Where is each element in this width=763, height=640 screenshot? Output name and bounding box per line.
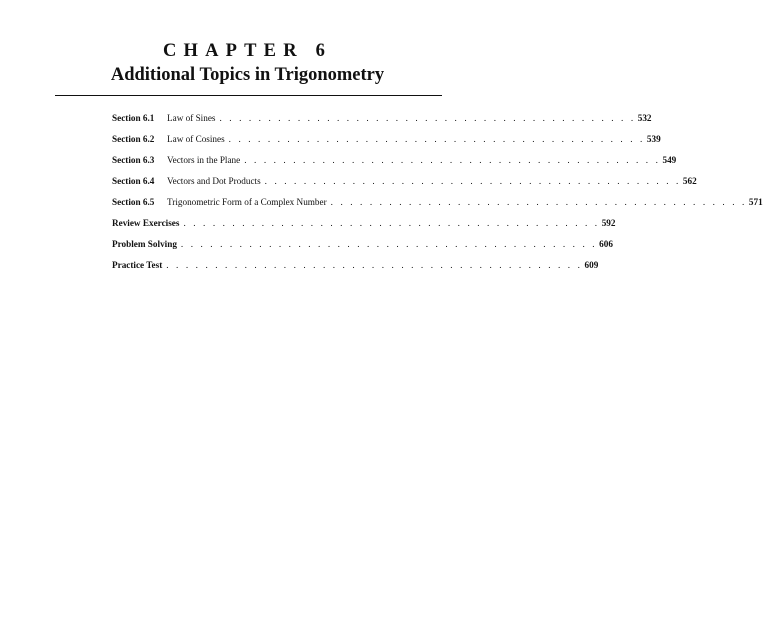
toc-entry-practice-test[interactable] [112,259,599,280]
divider [55,95,442,96]
toc-entry-label: Section 6.5 [112,197,155,207]
toc-entry-label: Review Exercises [112,218,180,228]
toc-entry-label: Section 6.3 [112,155,155,165]
table-of-contents [112,112,763,280]
toc-entry-section-6-2[interactable] [112,133,661,154]
toc-entry-problem-solving[interactable] [112,238,613,259]
dot-leader: . . . . . . . . . . . . . . . . . . . . . . . . . . . . . . . . . . . . . . . . . . . [228,134,645,144]
toc-entry-title: Law of Cosines [167,134,225,144]
toc-entry-page: 571 [748,197,763,207]
toc-entry-page: 606 [599,239,613,249]
dot-leader: . . . . . . . . . . . . . . . . . . . . . . . . . . . . . . . . . . . . . . . . . . . [183,218,600,228]
toc-entry-label: Section 6.2 [112,134,155,144]
toc-entry-title: Vectors and Dot Products [167,176,261,186]
toc-entry-section-6-1[interactable] [112,112,652,133]
toc-entry-page: 592 [601,218,616,228]
toc-entry-label: Problem Solving [112,239,177,249]
toc-entry-title: Vectors in the Plane [167,155,241,165]
dot-leader: . . . . . . . . . . . . . . . . . . . . . . . . . . . . . . . . . . . . . . . . . . . [264,176,681,186]
toc-entry-label: Section 6.4 [112,176,155,186]
toc-entry-label: Section 6.1 [112,113,155,123]
toc-entry-section-6-5[interactable] [112,196,763,217]
toc-entry-review-exercises[interactable] [112,217,616,238]
toc-entry-label: Practice Test [112,260,163,270]
dot-leader: . . . . . . . . . . . . . . . . . . . . . . . . . . . . . . . . . . . . . . . . . . . [244,155,661,165]
toc-entry-section-6-4[interactable] [112,175,697,196]
toc-entry-page: 549 [662,155,677,165]
toc-entry-page: 539 [646,134,661,144]
toc-entry-page: 562 [682,176,697,186]
dot-leader: . . . . . . . . . . . . . . . . . . . . . . . . . . . . . . . . . . . . . . . . . . . [180,239,598,249]
toc-entry-title: Law of Sines [167,113,216,123]
dot-leader: . . . . . . . . . . . . . . . . . . . . . . . . . . . . . . . . . . . . . . . . . . . [166,260,583,270]
toc-entry-page: 609 [584,260,599,270]
toc-entry-page: 532 [637,113,652,123]
toc-entry-title: Trigonometric Form of a Complex Number [167,197,327,207]
dot-leader: . . . . . . . . . . . . . . . . . . . . . . . . . . . . . . . . . . . . . . . . . . . [330,197,747,207]
chapter-heading: CHAPTER 6 [162,41,333,61]
dot-leader: . . . . . . . . . . . . . . . . . . . . . . . . . . . . . . . . . . . . . . . . . . . [219,113,636,123]
toc-entry-section-6-3[interactable] [112,154,677,175]
chapter-title: Additional Topics in Trigonometry [110,65,385,85]
